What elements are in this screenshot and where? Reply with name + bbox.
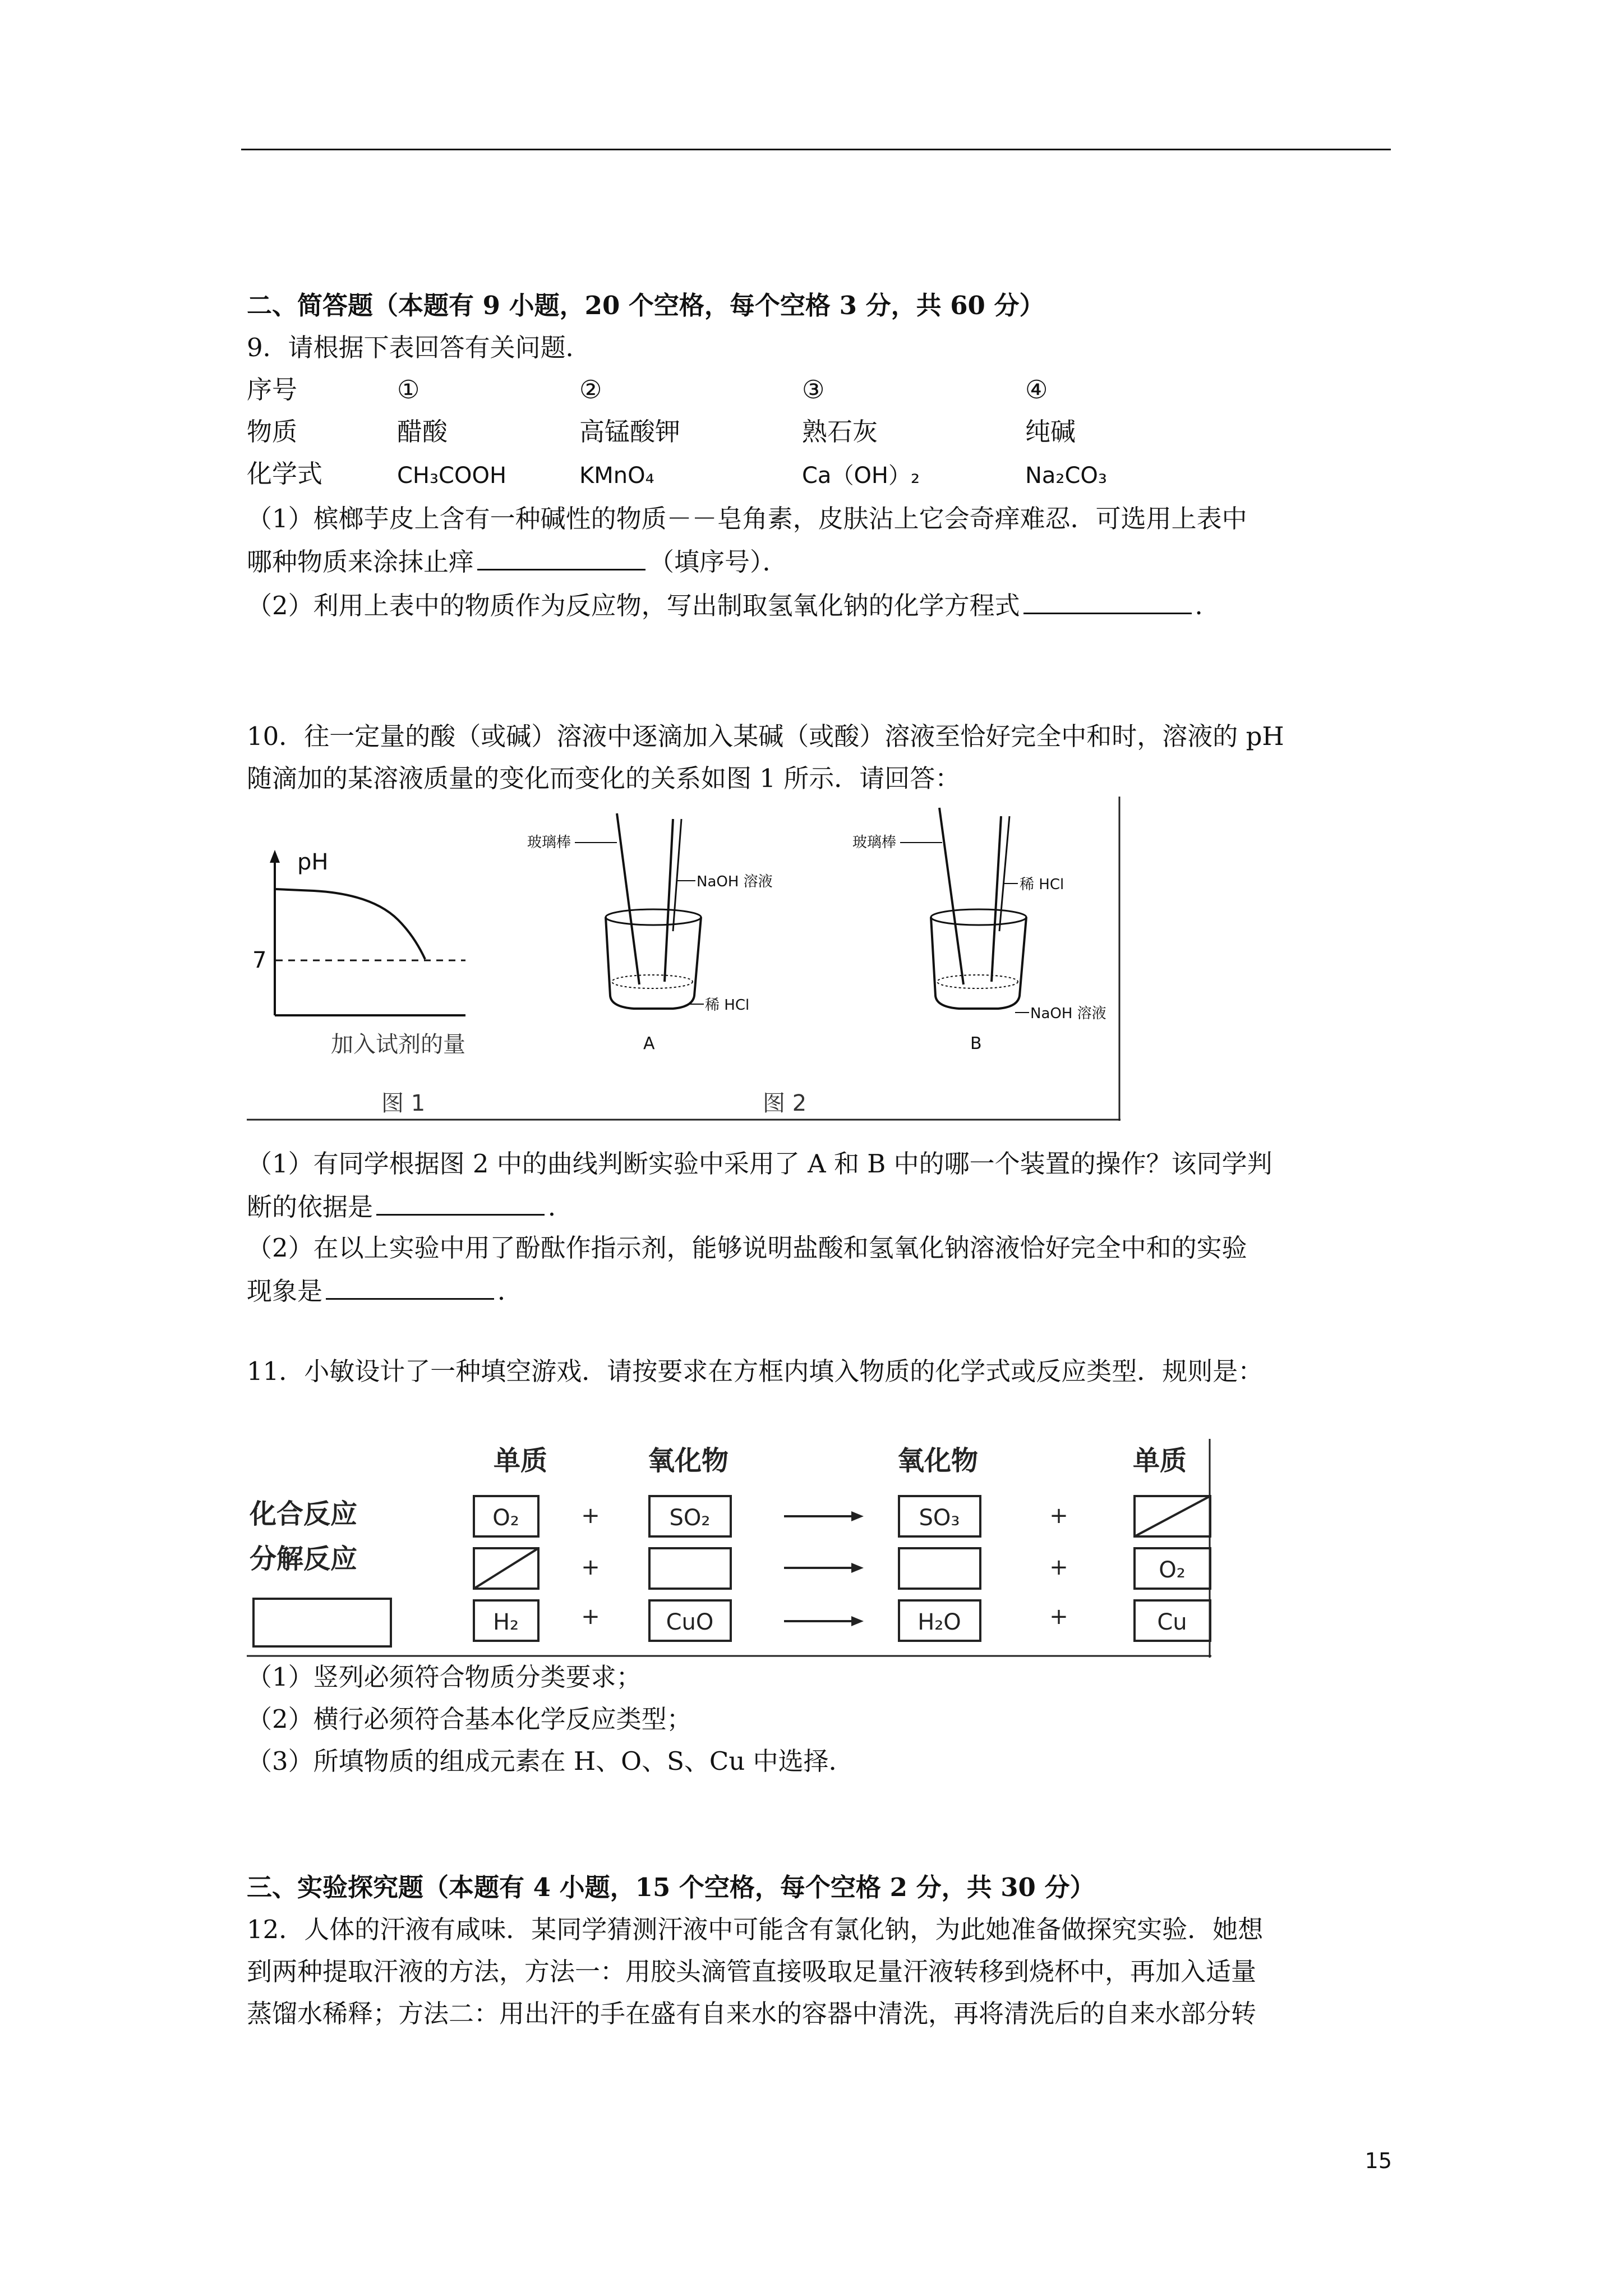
table-cell: ② bbox=[579, 375, 602, 404]
answer-box[interactable] bbox=[649, 1548, 731, 1589]
beaker-b-label: B bbox=[970, 1034, 982, 1053]
graph-x-label: 加入试剂的量 bbox=[331, 1032, 465, 1057]
table-cell: ① bbox=[397, 375, 420, 404]
q10-part2-text: 现象是 bbox=[247, 1276, 323, 1306]
graph-y-tick: 7 bbox=[252, 947, 267, 973]
cell-formula: SO₃ bbox=[919, 1505, 960, 1531]
plus-sign: + bbox=[581, 1503, 600, 1529]
answer-blank[interactable] bbox=[1023, 588, 1192, 614]
plus-sign: + bbox=[1049, 1604, 1068, 1630]
plus-sign: + bbox=[581, 1554, 600, 1580]
beaker-b bbox=[852, 808, 1106, 1053]
ph-graph bbox=[252, 849, 465, 1116]
q10-part2-line1: （2）在以上实验中用了酚酞作指示剂，能够说明盐酸和氢氧化钠溶液恰好完全中和的实验 bbox=[247, 1233, 1247, 1263]
answer-blank[interactable] bbox=[326, 1273, 494, 1300]
plus-sign: + bbox=[1049, 1554, 1068, 1580]
q10-part1-text: 断的依据是 bbox=[247, 1192, 374, 1222]
q9-stem: 9．请根据下表回答有关问题． bbox=[247, 333, 591, 362]
q10-part1-line2 bbox=[247, 1189, 573, 1224]
section2-heading: 二、简答题（本题有 9 小题，20 个空格，每个空格 3 分，共 60 分） bbox=[247, 291, 1045, 320]
solution-a-label: 稀 HCl bbox=[705, 997, 750, 1014]
beaker-a bbox=[527, 813, 806, 1116]
header-element: 单质 bbox=[1133, 1445, 1187, 1476]
q9-part2 bbox=[247, 588, 1220, 623]
dropper-a-label: NaOH 溶液 bbox=[697, 873, 773, 890]
table-cell: 醋酸 bbox=[397, 417, 448, 447]
answer-blank[interactable] bbox=[376, 1189, 545, 1216]
q10-figure bbox=[247, 797, 1122, 1122]
beaker-a-label: A bbox=[643, 1034, 655, 1053]
table-row-label: 物质 bbox=[247, 417, 298, 447]
q11-stem: 11．小敏设计了一种填空游戏．请按要求在方框内填入物质的化学式或反应类型．规则是： bbox=[247, 1356, 1264, 1386]
dropper-b-label: 稀 HCl bbox=[1020, 876, 1064, 893]
fig2-caption: 图 2 bbox=[763, 1091, 807, 1116]
q10-part1-line1: （1）有同学根据图 2 中的曲线判断实验中采用了 A 和 B 中的哪一个装置的操作？该同学判 bbox=[247, 1149, 1272, 1179]
page-number: 15 bbox=[1364, 2148, 1392, 2173]
table-cell: KMnO₄ bbox=[579, 463, 654, 489]
cell-formula: H₂O bbox=[917, 1609, 961, 1635]
answer-blank[interactable] bbox=[477, 544, 645, 570]
q10-part2-suffix: ． bbox=[497, 1276, 523, 1306]
q12-line1: 12．人体的汗液有咸味．某同学猜测汗液中可能含有氯化钠，为此她准备做探究实验．她想 bbox=[247, 1915, 1264, 1944]
q10-line1: 10．往一定量的酸（或碱）溶液中逐滴加入某碱（或酸）溶液至恰好完全中和时，溶液的 pH bbox=[247, 721, 1284, 751]
q12-line2: 到两种提取汗液的方法，方法一：用胶头滴管直接吸取足量汗液转移到烧杯中，再加入适量 bbox=[247, 1957, 1257, 1986]
table-cell: 熟石灰 bbox=[802, 417, 878, 447]
q9-part2-suffix: ． bbox=[1195, 591, 1220, 620]
answer-box-reaction-type[interactable] bbox=[253, 1599, 391, 1646]
table-cell: CH₃COOH bbox=[397, 463, 507, 489]
section3-heading: 三、实验探究题（本题有 4 小题，15 个空格，每个空格 2 分，共 30 分） bbox=[247, 1872, 1095, 1902]
table-cell: 纯碱 bbox=[1025, 417, 1076, 447]
cell-formula: O₂ bbox=[492, 1505, 519, 1531]
row-type-decomposition: 分解反应 bbox=[250, 1543, 358, 1575]
cell-formula: SO₂ bbox=[669, 1505, 711, 1531]
row-type-combination: 化合反应 bbox=[250, 1498, 358, 1530]
table-cell: 高锰酸钾 bbox=[579, 417, 681, 447]
solution-b-label: NaOH 溶液 bbox=[1030, 1005, 1106, 1022]
q9-part1-text: 哪种物质来涂抹止痒 bbox=[247, 547, 474, 577]
q11-rule2: （2）横行必须符合基本化学反应类型； bbox=[247, 1704, 692, 1734]
q11-rule3: （3）所填物质的组成元素在 H、O、S、Cu 中选择． bbox=[247, 1746, 854, 1776]
table-cell: ③ bbox=[802, 375, 825, 404]
q9-part1-suffix: （填序号）． bbox=[649, 547, 788, 577]
cell-formula: O₂ bbox=[1159, 1557, 1186, 1583]
glass-rod-label: 玻璃棒 bbox=[527, 834, 571, 851]
answer-box[interactable] bbox=[899, 1548, 980, 1589]
cell-formula: H₂ bbox=[492, 1609, 519, 1635]
header-element: 单质 bbox=[494, 1445, 548, 1476]
table-cell: ④ bbox=[1025, 375, 1048, 404]
table-cell: Ca（OH）₂ bbox=[802, 463, 920, 489]
plus-sign: + bbox=[1049, 1503, 1068, 1529]
cell-formula: CuO bbox=[666, 1609, 714, 1635]
header-oxide: 氧化物 bbox=[897, 1445, 979, 1476]
q9-part2-text: （2）利用上表中的物质作为反应物，写出制取氢氧化钠的化学方程式 bbox=[247, 591, 1020, 620]
q12-line3: 蒸馏水稀释；方法二：用出汗的手在盛有自来水的容器中清洗，再将清洗后的自来水部分转 bbox=[247, 1999, 1257, 2028]
table-row-label: 序号 bbox=[247, 375, 298, 404]
q10-line2: 随滴加的某溶液质量的变化而变化的关系如图 1 所示．请回答： bbox=[247, 763, 961, 793]
glass-rod-label: 玻璃棒 bbox=[852, 834, 897, 851]
q9-part1-line2 bbox=[247, 544, 788, 579]
q10-part1-suffix: ． bbox=[548, 1192, 574, 1222]
table-cell: Na₂CO₃ bbox=[1025, 463, 1107, 489]
table-row-label: 化学式 bbox=[247, 459, 323, 489]
q11-figure bbox=[247, 1433, 1223, 1658]
fig1-caption: 图 1 bbox=[381, 1091, 426, 1116]
q9-part1-line1: （1）槟榔芋皮上含有一种碱性的物质－－皂角素，皮肤沾上它会奇痒难忍．可选用上表中 bbox=[247, 504, 1247, 533]
header-rule bbox=[241, 149, 1391, 150]
cell-formula: Cu bbox=[1157, 1609, 1187, 1635]
header-oxide: 氧化物 bbox=[648, 1445, 729, 1476]
q11-rule1: （1）竖列必须符合物质分类要求； bbox=[247, 1662, 642, 1692]
graph-y-label: pH bbox=[297, 849, 329, 875]
plus-sign: + bbox=[581, 1604, 600, 1630]
q10-part2-line2 bbox=[247, 1273, 523, 1308]
